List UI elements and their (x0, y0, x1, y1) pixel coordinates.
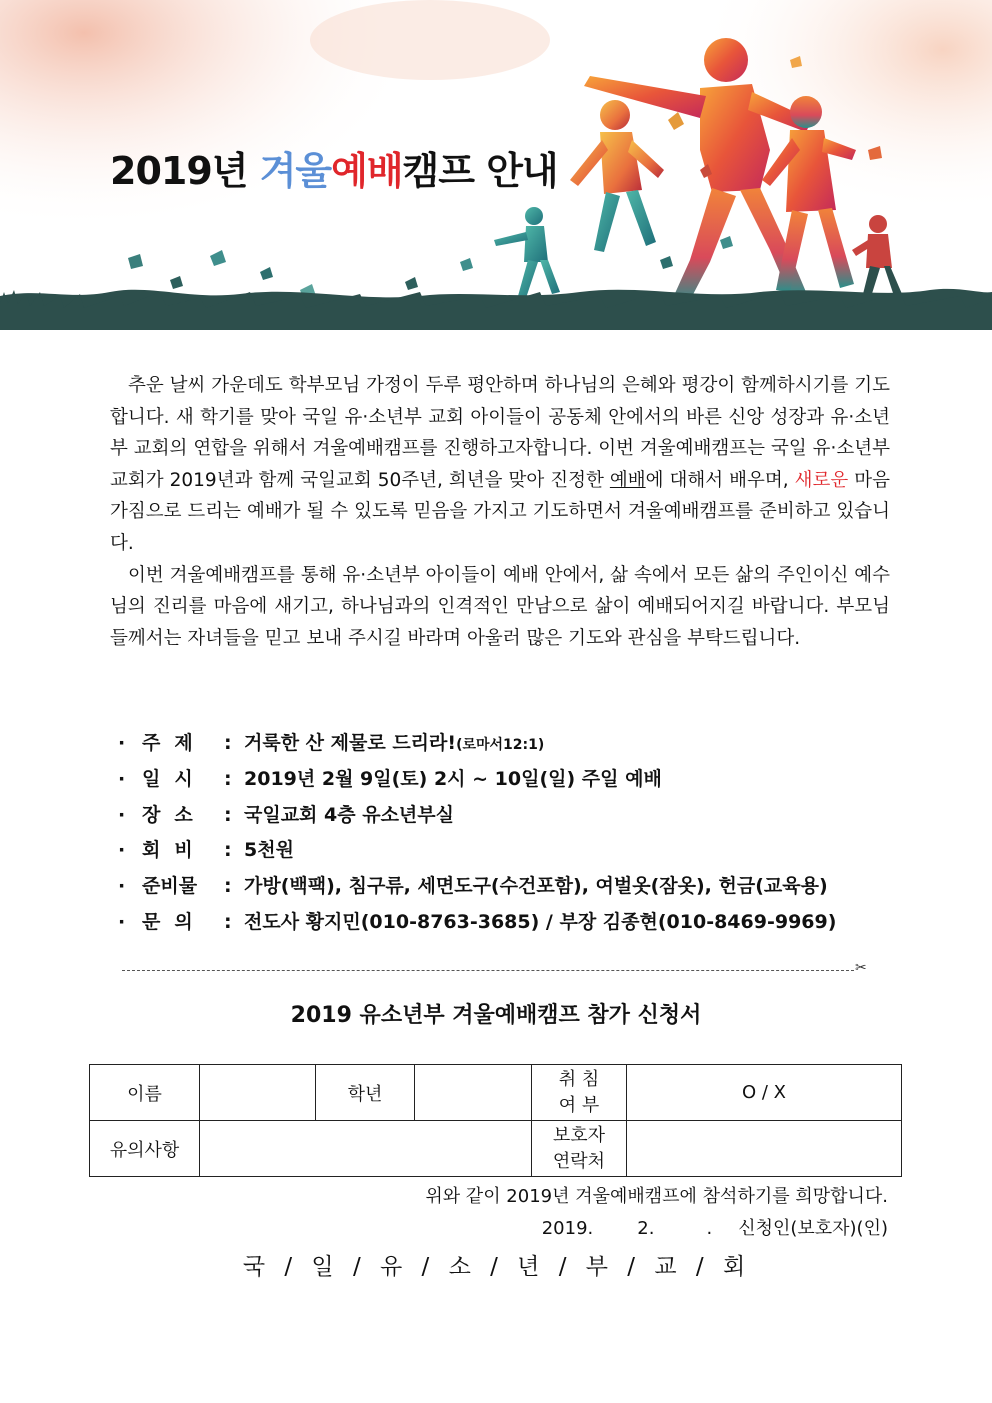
date-month: 2. (637, 1218, 655, 1239)
grade-field[interactable] (415, 1065, 532, 1121)
bullet: · (118, 839, 126, 862)
guardian-contact-field[interactable] (627, 1121, 902, 1177)
highlight-worship: 예배 (609, 469, 646, 491)
form-row-1 (90, 1065, 902, 1121)
colon: : (224, 803, 232, 826)
cut-line (122, 970, 854, 971)
date-year: 2019. (541, 1218, 594, 1239)
header-banner (0, 0, 992, 330)
detail-label: 일시 (142, 767, 207, 790)
bullet: · (118, 875, 126, 898)
detail-label: 주제 (142, 732, 207, 754)
sleepover-label-line-2: 여 부 (558, 1094, 600, 1116)
scissors-icon: ✂ (855, 960, 867, 976)
church-name: 국 / 일 / 유 / 소 / 년 / 부 / 교 / 회 (242, 1254, 750, 1280)
intro-letter (110, 370, 890, 654)
notes-field[interactable] (200, 1121, 532, 1177)
detail-topic (118, 726, 836, 762)
detail-value: 2019년 2월 9일(토) 2시 ~ 10일(일) 주일 예배 (244, 767, 662, 790)
intro-text-part-c: 마음가짐으로 드리는 예배가 될 수 있도록 믿음을 가지고 기도하면서 겨울예배캠프를 준비하고 있습니다. (110, 469, 891, 554)
bullet: · (118, 732, 126, 754)
application-form-title: 2019 유소년부 겨울예배캠프 참가 신청서 (290, 1003, 702, 1028)
sleepover-choice[interactable]: O / X (627, 1065, 902, 1121)
intro-paragraph-2: 이번 겨울예배캠프를 통해 유·소년부 아이들이 예배 안에서, 삶 속에서 모든 삶의 주인이신 예수님의 진리를 마음에 새기고, 하나님과의 인격적인 만남으로 삶이 예배되어지길 바랍니다. 부모님들께서는 자녀들을 믿고 보내 주시길 바라며 아울러 많은 기도와 관심을 부탁드립니다. (110, 564, 890, 649)
application-form-table (89, 1064, 902, 1177)
colon: : (224, 839, 232, 862)
guardian-label-line-1: 보호자 (552, 1124, 606, 1146)
detail-supplies (118, 869, 836, 905)
signature-line (528, 1214, 888, 1240)
sleepover-label-line-1: 취 침 (558, 1068, 600, 1090)
colon: : (224, 767, 232, 790)
detail-value: 5천원 (244, 839, 294, 862)
participation-statement: 위와 같이 2019년 겨울예배캠프에 참석하기를 희망합니다. (425, 1186, 888, 1207)
notes-label: 유의사항 (90, 1121, 200, 1177)
page-title (110, 140, 558, 195)
detail-value: 가방(백팩), 침구류, 세면도구(수건포함), 여벌옷(잠옷), 헌금(교육용) (244, 875, 828, 898)
detail-value: 거룩한 산 제물로 드리라! (244, 732, 457, 754)
detail-contact (118, 905, 836, 941)
highlight-new: 새로운 (794, 469, 849, 491)
detail-label: 문의 (142, 910, 207, 933)
applicant-signature: 신청인(보호자)(인) (738, 1218, 888, 1239)
camp-details-list (118, 726, 836, 941)
form-row-2 (90, 1121, 902, 1177)
title-camp-notice: 캠프 안내 (402, 149, 558, 193)
detail-label: 회비 (142, 839, 207, 862)
detail-place (118, 798, 836, 834)
colon: : (224, 875, 232, 898)
colon: : (224, 732, 232, 754)
detail-scripture-ref: (로마서12:1) (456, 737, 545, 753)
bullet: · (118, 803, 126, 826)
detail-value: 국일교회 4층 유소년부실 (244, 803, 454, 826)
guardian-contact-label (532, 1121, 627, 1177)
intro-paragraph-1 (110, 370, 890, 560)
name-label: 이름 (90, 1065, 200, 1121)
bullet: · (118, 910, 126, 933)
detail-label: 장소 (142, 803, 207, 826)
date-day: . (706, 1218, 713, 1239)
name-field[interactable] (200, 1065, 316, 1121)
title-year: 2019년 (110, 149, 260, 193)
title-winter: 겨울 (259, 149, 332, 193)
detail-fee (118, 833, 836, 869)
guardian-label-line-2: 연락처 (552, 1150, 606, 1172)
detail-value: 전도사 황지민(010-8763-3685) / 부장 김종현(010-8469-9969) (244, 910, 837, 933)
colon: : (224, 910, 232, 933)
sleepover-label (532, 1065, 627, 1121)
detail-label: 준비물 (142, 875, 198, 898)
detail-datetime (118, 762, 836, 798)
intro-text-part-a: 추운 날씨 가운데도 학부모님 가정이 두루 평안하며 하나님의 은혜와 평강이 함께하시기를 기도합니다. 새 학기를 맞아 국일 유·소년부 교회 아이들이 공동체 안에서의 바른 신앙 성장과 유·소년부 교회의 연합을 위해서 겨울예배캠프를 진행하고자합니다. 이번 겨울예배캠프는 국일 유·소년부 교회가 2019년과 함께 국일교회 50주년, 희년을 맞아 진정한 (110, 375, 890, 491)
intro-text-part-b: 에 대해서 배우며, (645, 469, 795, 491)
title-worship: 예배 (331, 149, 403, 193)
bullet: · (118, 767, 126, 790)
grade-label: 학년 (316, 1065, 415, 1121)
